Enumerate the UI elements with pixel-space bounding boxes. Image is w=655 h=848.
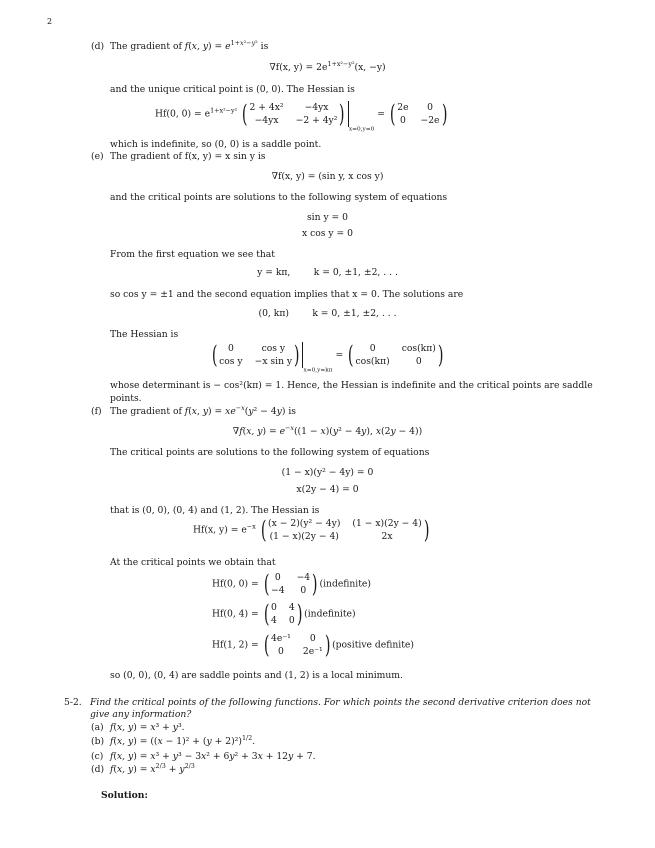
part-f-eq1: (1 − x)(y² − 4y) = 0 (281, 467, 374, 478)
matrix-cell: cos(kπ) (401, 343, 436, 354)
matrix-cell: cos y (219, 355, 243, 367)
point-lhs: Hf(0, 0) = (212, 578, 259, 590)
matrix-cell: 0 (288, 614, 295, 626)
matrix-cell: cos y (261, 343, 286, 354)
part-e-y-solutions: y = kπ, k = 0, ±1, ±2, . . . (257, 267, 398, 278)
problem-text-line1: Find the critical points of the following functions. For which points the second derivative criterion does not (90, 697, 591, 708)
part-e-gradient: ∇f(x, y) = (sin y, x cos y) (271, 171, 384, 182)
point-note: (indefinite) (319, 578, 371, 590)
problem-text-line2: give any information? (90, 709, 192, 720)
part-d-label: (d) (91, 41, 105, 52)
matrix-cell: −4yx (254, 114, 279, 126)
matrix-cell: 2x (381, 530, 393, 542)
matrix-cell: 0 (274, 572, 281, 583)
problem-item-label: (b) (91, 736, 105, 747)
part-f-eq2: x(2y − 4) = 0 (296, 484, 359, 495)
point-matrix: ( 4e⁻¹ 0 0 2e⁻¹ ) (263, 631, 331, 659)
part-f-point-hessian (212, 633, 414, 657)
part-e-cos-text: so cos y = ±1 and the second equation implies that x = 0. The solutions are (110, 289, 464, 300)
part-f-gradient: ∇f(x, $y) = e^{-x}((1 - x)(y^2 - 4y)$, x(2y − 4)) (232, 424, 423, 437)
part-d-intro: The gradient of f(x, $y) = e^{1+x^2-y^2}$ is (110, 39, 269, 52)
matrix-cell: 0 (399, 114, 406, 126)
matrix-cell: −2 + 4y² (295, 114, 338, 126)
eval-bar (302, 342, 303, 368)
problem-item-c: f(x, y) = x³ + y³ − 3x² + 6y² + 3x + 12y + 7. (110, 751, 316, 762)
part-d-hessian: Hf(0, $0) = e^{1+x^2-y^2}$ ( 2 + 4x² −4yx −4yx −2 + 4y² ) $_{x=0,y=0}$ = ( 2e 0 0 −2e ) (155, 100, 447, 133)
matrix-cell: 0 (369, 343, 376, 354)
part-f-intro: The gradient of f(x, $y) = xe^{-x}(y^2 - 4y)$ is (110, 404, 296, 417)
part-f-hess-matrix: ( (x − 2)(y² − 4y) (1 − x)(2y − 4) (1 − x)(2y − 4) 2x ) (260, 516, 430, 544)
matrix-cell: (x − 2)(y² − 4y) (268, 518, 341, 529)
part-d-gradient (0, 62, 655, 74)
problem-item-b: f(x, $y) = ((x - 1)^2 + (y + 2)^2)^{1/2}$. (110, 734, 256, 747)
matrix-cell: −4 (271, 584, 285, 596)
matrix-cell: 0 (300, 584, 307, 596)
point-note: (indefinite) (304, 608, 356, 620)
matrix-cell: −4yx (304, 102, 329, 113)
page-number: 2 (47, 17, 53, 26)
matrix-cell: 4 (288, 602, 295, 613)
point-matrix: ( 0 4 4 0 ) (263, 600, 303, 628)
part-e-intro: The gradient of f(x, y) = x sin y is (110, 151, 266, 162)
eval-bar (348, 101, 349, 127)
point-matrix: ( 0 −4 −4 0 ) (263, 570, 318, 598)
matrix-cell: 0 (427, 102, 433, 113)
matrix-cell: −4 (296, 572, 311, 583)
matrix-cell: 4e⁻¹ (271, 633, 291, 644)
problem-number: 5-2. (64, 697, 82, 708)
part-f-system-text: The critical points are solutions to the following system of equations (110, 447, 430, 458)
part-f-conclusion: so (0, 0), (0, 4) are saddle points and (1, 2) is a local minimum. (110, 670, 403, 681)
part-e-eq2: x cos y = 0 (302, 228, 353, 239)
matrix-cell: 0 (415, 355, 422, 367)
part-f-hessian (193, 518, 431, 542)
part-f-point-hessian (212, 602, 356, 626)
part-e-hessian: ( 0 cos y cos y −x sin y ) $_{x=0,y=k\pi}$ = ( 0 cos(kπ) cos(kπ) 0 ) (211, 341, 444, 374)
part-e-first-eq-text: From the first equation we see that (110, 249, 275, 260)
part-e-points-text: points. (110, 393, 142, 404)
part-f-point-hessian (212, 572, 371, 596)
problem-item-a: f(x, y) = x³ + y³. (110, 722, 185, 733)
part-f-label: (f) (91, 406, 102, 417)
matrix-cell: (1 − x)(2y − 4) (352, 518, 422, 529)
matrix-cell: 2e⁻¹ (302, 645, 323, 657)
part-d-hess-matrix: ( 2 + 4x² −4yx −4yx −2 + 4y² ) (242, 100, 345, 128)
point-lhs: Hf(0, 4) = (212, 608, 259, 620)
problem-item-d: f(x, $y) = x^{2/3} + y^{2/3}$ (110, 762, 195, 775)
part-d-grad-rhs: (x, −y) (354, 62, 386, 73)
part-e-hess-eval: x=0,y=kπ (303, 367, 333, 374)
problem-item-label: (c) (91, 751, 104, 762)
part-f-hess-lhs: Hf(x, y) = e (193, 524, 247, 536)
part-e-label: (e) (91, 151, 104, 162)
part-d-hess-result: ( 2e 0 0 −2e ) (389, 100, 447, 128)
part-d-critical-text: and the unique critical point is (0, 0). The Hessian is (110, 84, 355, 95)
matrix-cell: 2e (397, 102, 409, 113)
matrix-cell: 0 (271, 602, 277, 613)
part-f-hess-exp: −x (246, 522, 256, 531)
part-d-conclusion: which is indefinite, so (0, 0) is a saddle point. (110, 139, 322, 150)
part-d-hess-exp: 1+x²−y² (210, 106, 238, 115)
matrix-cell: 0 (278, 645, 284, 657)
matrix-cell: 0 (227, 343, 234, 354)
part-d-grad-exp: 1+x²−y² (327, 60, 355, 68)
part-f-hessian-text: that is (0, 0), (0, 4) and (1, 2). The Hessian is (110, 505, 320, 516)
point-note: (positive definite) (332, 639, 414, 651)
part-e-eq1: sin y = 0 (306, 212, 349, 223)
matrix-cell: −x sin y (254, 355, 293, 367)
part-e-determinant-text: whose determinant is − cos²(kπ) = 1. Hence, the Hessian is indefinite and the critical points are saddle (110, 380, 593, 391)
part-e-system-text: and the critical points are solutions to the following system of equations (110, 192, 448, 203)
part-f-at-points-text: At the critical points we obtain that (110, 557, 276, 568)
matrix-cell: −2e (420, 114, 440, 126)
matrix-cell: cos(kπ) (355, 355, 390, 367)
solution-heading: Solution: (101, 790, 148, 801)
matrix-cell: 4 (271, 614, 277, 626)
matrix-cell: (1 − x)(2y − 4) (269, 530, 339, 542)
problem-item-label: (d) (91, 764, 105, 775)
part-d-hess-eval: x=0,y=0 (348, 126, 375, 133)
point-lhs: Hf(1, 2) = (212, 639, 259, 651)
part-d-hess-lhs: Hf(0, 0) = e (155, 108, 211, 120)
matrix-cell: 2 + 4x² (249, 102, 284, 113)
part-e-solutions: (0, kπ) k = 0, ±1, ±2, . . . (258, 308, 397, 319)
part-e-hess-result: ( 0 cos(kπ) cos(kπ) 0 ) (348, 341, 444, 369)
part-e-hess-matrix: ( 0 cos y cos y −x sin y ) (211, 341, 300, 369)
matrix-cell: 0 (309, 633, 316, 644)
problem-item-label: (a) (91, 722, 104, 733)
part-e-hessian-text: The Hessian is (110, 329, 179, 340)
part-d-grad-lhs: ∇f(x, y) = 2e (269, 62, 328, 73)
